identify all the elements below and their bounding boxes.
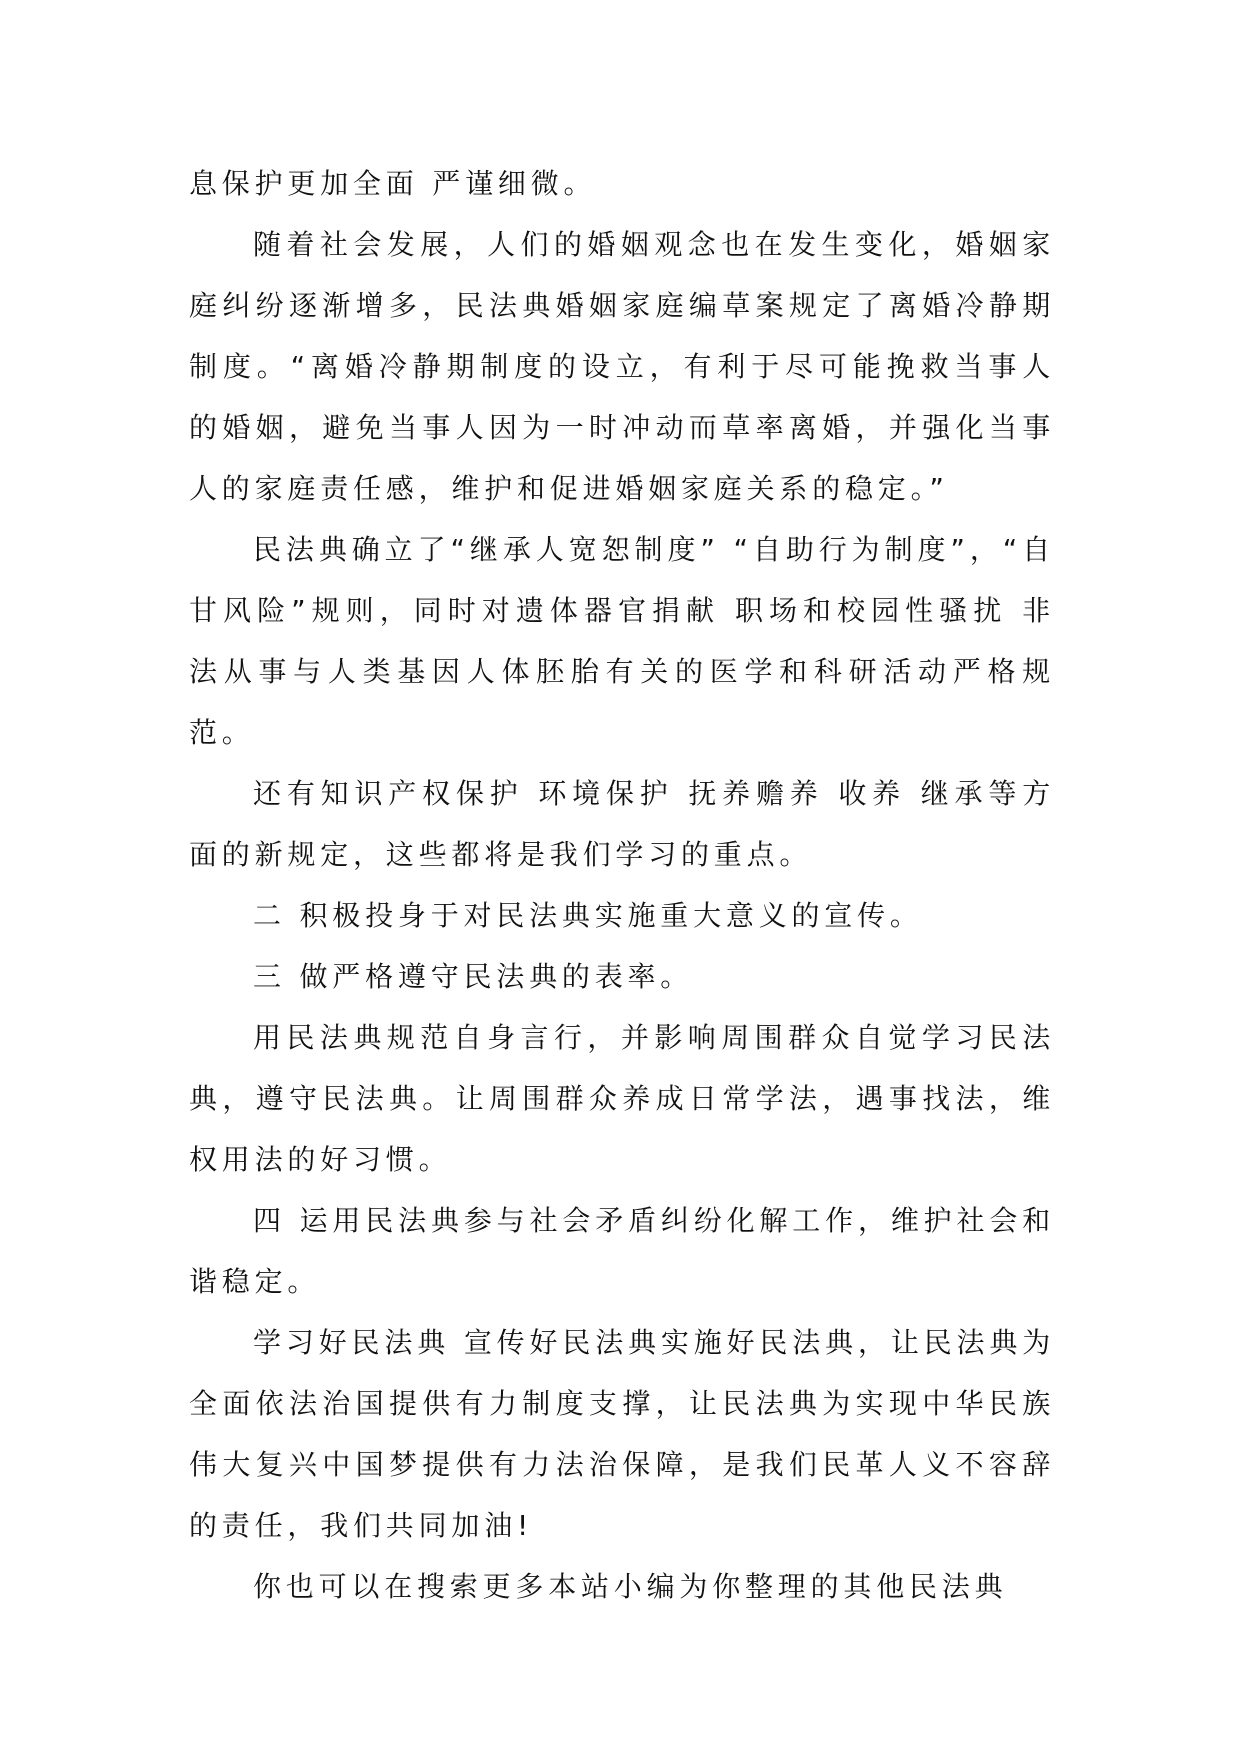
- paragraph-continuation: 息保护更加全面 严谨细微。: [189, 167, 597, 200]
- paragraph-self-conduct: 用民法典规范自身言行，并影响周围群众自觉学习民法典，遵守民法典。让周围群众养成日常学法，遇事找法，维权用法的好习惯。: [189, 1021, 1055, 1176]
- paragraph-conclusion: 学习好民法典 宣传好民法典实施好民法典，让民法典为全面依法治国提供有力制度支撑，让民法典为实现中华民族伟大复兴中国梦提供有力法治保障，是我们民革人义不容辞的责任，我们共同加油!: [189, 1326, 1055, 1542]
- paragraph-more-search: 你也可以在搜索更多本站小编为你整理的其他民法典: [253, 1570, 1008, 1603]
- section-heading-three: 三 做严格遵守民法典的表率。: [253, 960, 694, 993]
- paragraph-divorce-cooling-off: 随着社会发展，人们的婚姻观念也在发生变化，婚姻家庭纠纷逐渐增多，民法典婚姻家庭编草案规定了离婚冷静期制度。“离婚冷静期制度的设立，有利于尽可能挽救当事人的婚姻，避免当事人因为一时冲动而草率离婚，并强化当事人的家庭责任感，维护和促进婚姻家庭关系的稳定。”: [189, 228, 1055, 505]
- section-heading-four: 四 运用民法典参与社会矛盾纠纷化解工作，维护社会和谐稳定。: [189, 1204, 1055, 1298]
- paragraph-new-rules: 民法典确立了“继承人宽恕制度” “自助行为制度”，“自甘风险”规则，同时对遗体器官捐献 职场和校园性骚扰 非法从事与人类基因人体胚胎有关的医学和科研活动严格规范。: [189, 533, 1055, 749]
- paragraph-other-provisions: 还有知识产权保护 环境保护 抚养赡养 收养 继承等方面的新规定，这些都将是我们学习的重点。: [189, 777, 1055, 871]
- document-body: [189, 153, 1055, 1617]
- section-heading-two: 二 积极投身于对民法典实施重大意义的宣传。: [253, 899, 923, 932]
